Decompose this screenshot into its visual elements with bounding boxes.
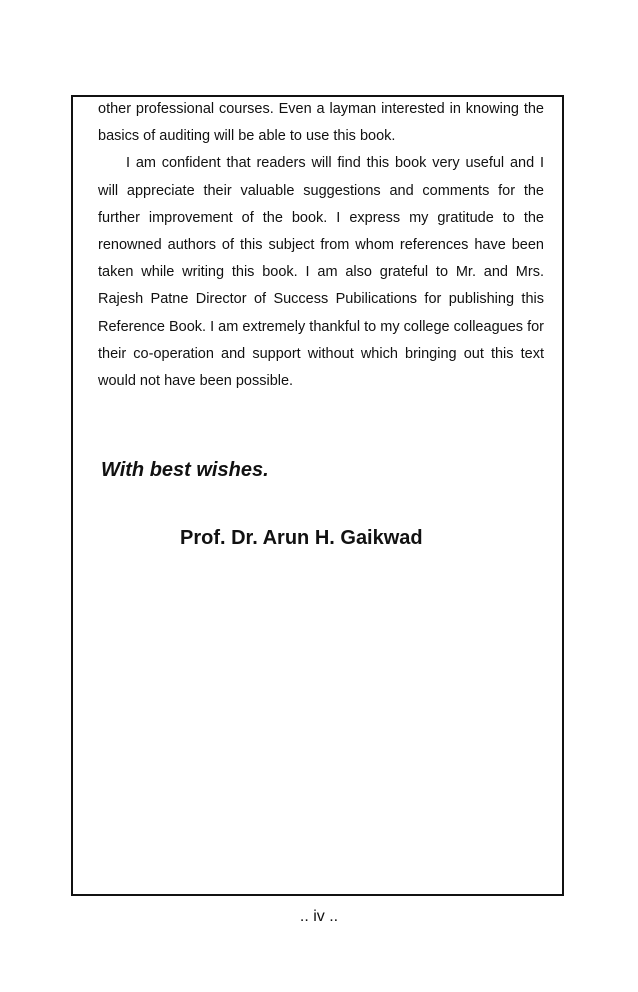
paragraph-acknowledgement: I am confident that readers will find this book very useful and I will appreciate their valuable suggestions and comments for the further improvement of the book. I express my gratitude to the renowned authors of this subject from whom references have been taken while writing this book. I am also grateful to Mr. and Mrs. Rajesh Patne Director of Success Pubilications for publishing this Reference Book. I am extremely thankful to my college colleagues for their co-operation and support without which bringing out this text would not have been possible.: [98, 155, 544, 390]
closing-wishes: With best wishes.: [101, 459, 269, 481]
paragraph-continuation: other professional courses. Even a layman interested in knowing the basics of auditing will be able to use this book.: [98, 101, 544, 145]
preface-body: [98, 96, 544, 395]
author-signature: Prof. Dr. Arun H. Gaikwad: [180, 527, 423, 549]
page-number: .. iv ..: [299, 908, 339, 925]
